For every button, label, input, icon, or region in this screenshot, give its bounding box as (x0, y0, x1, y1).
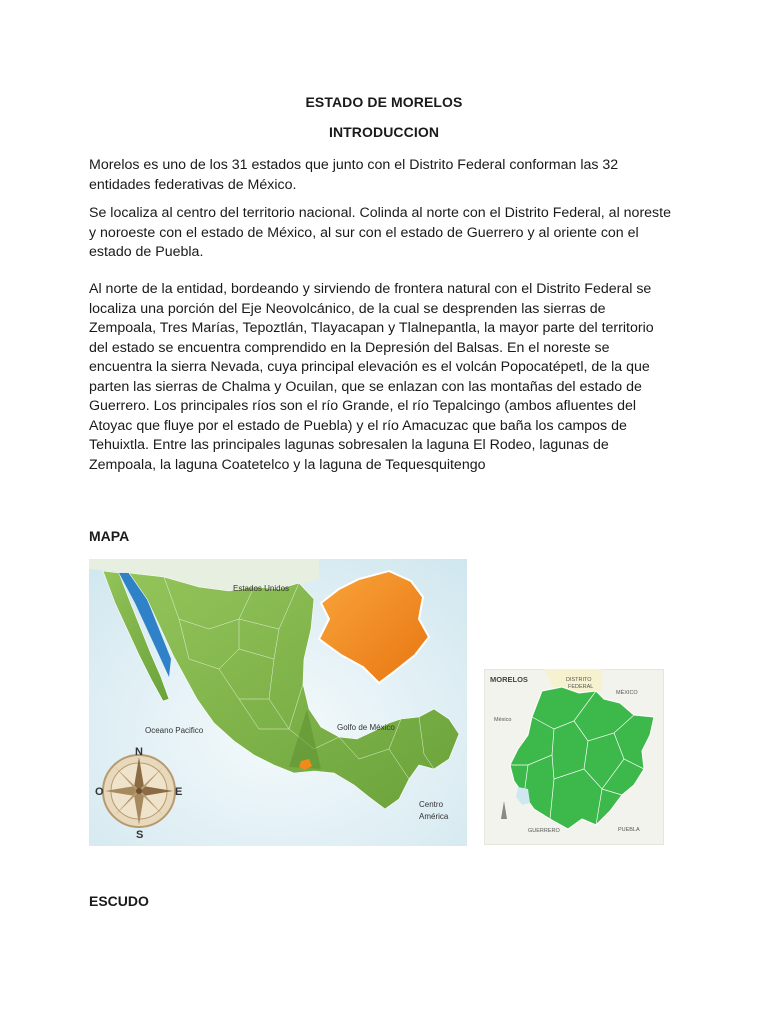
paragraph-3: Al norte de la entidad, bordeando y sirviendo de frontera natural con el Distrito Federal se localiza una porción del Eje Neovolcánico, de la cual se desprenden las sierras de Zempoala, Tres Marías, Tepoztlán, Tlayacapan y Tlalnepantla, la mayor parte del territorio del estado se encuentra comprendido en la Depresión del Balsas. En el noreste se encuentra la sierra Nevada, cuya principal elevación es el volcán Popocatépetl, de la que parten las sierras de Chalma y Ocuilan, que se enlazan con las montañas del estado de Guerrero. Los principales ríos son el río Grande, el río Tepalcingo (ambos afluentes del Atoyac que fluye por el estado de Puebla) y el río Amacuzac que baña los campos de Tehuixtla. Entre las principales lagunas sobresalen la laguna El Rodeo, lagunas de Zempoala, la laguna Coatetelco y la laguna de Tequesquitengo (89, 281, 654, 473)
paragraph-1: Morelos es uno de los 31 estados que junto con el Distrito Federal conforman las 32 entidades federativas de México. (89, 157, 619, 193)
section-heading-escudo: ESCUDO (89, 893, 149, 909)
label-usa: Estados Unidos (233, 584, 290, 593)
label-puebla: PUEBLA (618, 827, 640, 833)
label-gulf: Golfo de México (337, 723, 395, 732)
compass-o: O (95, 786, 104, 798)
label-detail-title: MORELOS (490, 675, 528, 684)
label-pacific: Oceano Pacifico (145, 726, 204, 735)
label-central-1: Centro (419, 800, 444, 809)
document-subtitle: INTRODUCCION (328, 124, 440, 140)
compass-n: N (135, 746, 143, 758)
label-df-1: DISTRITO (566, 677, 592, 683)
paragraph-2: Se localiza al centro del territorio nacional. Colinda al norte con el Distrito Federal, al noreste y noroeste con el estado de México, al sur con el estado de Guerrero y al oriente con el estado de Puebla. (89, 205, 671, 260)
label-guerrero: GUERRERO (528, 828, 560, 834)
compass-rose-icon (103, 755, 175, 827)
morelos-detail-map-image (484, 669, 664, 845)
compass-e: E (175, 786, 183, 798)
label-mexico-right: MÉXICO (616, 690, 638, 696)
document-title: ESTADO DE MORELOS (305, 94, 463, 110)
label-df-2: FEDERAL (568, 684, 594, 690)
label-central-2: América (419, 812, 449, 821)
section-heading-mapa: MAPA (89, 528, 130, 544)
mexico-map-image (89, 559, 467, 846)
label-mexico-left: México (494, 717, 512, 723)
compass-s: S (136, 829, 144, 841)
